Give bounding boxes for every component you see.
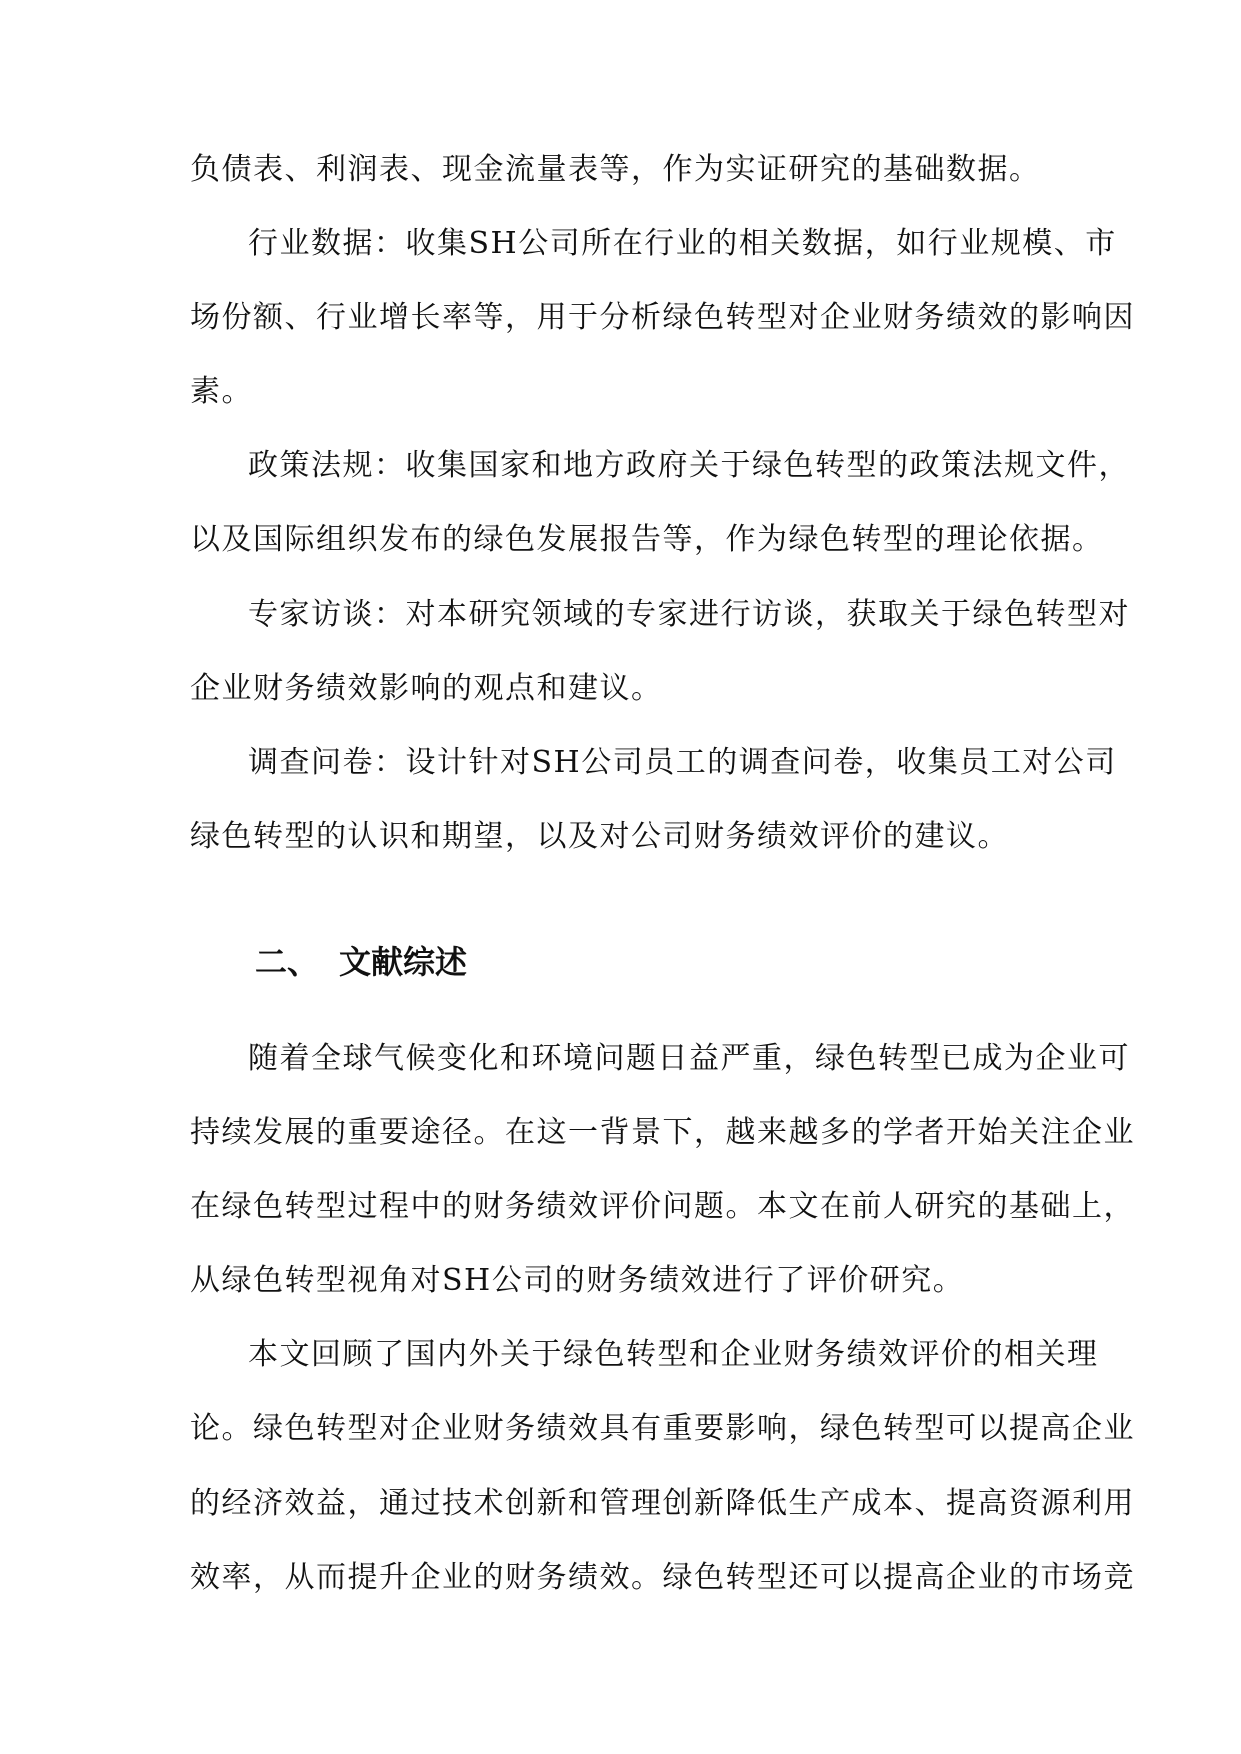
paragraph-line: 以及国际组织发布的绿色发展报告等，作为绿色转型的理论依据。: [190, 522, 1104, 557]
section-number: 二、: [255, 943, 320, 981]
paragraph-line: 专家访谈：对本研究领域的专家进行访谈，获取关于绿色转型对: [248, 597, 1130, 632]
paragraph-line: 本文回顾了国内外关于绿色转型和企业财务绩效评价的相关理: [248, 1337, 1099, 1372]
paragraph-line: 调查问卷：设计针对SH公司员工的调查问卷，收集员工对公司: [248, 745, 1117, 780]
paragraph-line: 从绿色转型视角对SH公司的财务绩效进行了评价研究。: [190, 1263, 965, 1298]
paragraph-line: 政策法规：收集国家和地方政府关于绿色转型的政策法规文件，: [248, 448, 1130, 483]
section-title: 文献综述: [339, 943, 468, 981]
paragraph-line: 行业数据：收集SH公司所在行业的相关数据，如行业规模、市: [248, 226, 1117, 261]
paragraph-line: 素。: [190, 374, 253, 409]
paragraph-line: 在绿色转型过程中的财务绩效评价问题。本文在前人研究的基础上，: [190, 1189, 1135, 1224]
paragraph-line: 效率，从而提升企业的财务绩效。绿色转型还可以提高企业的市场竞: [190, 1560, 1135, 1595]
paragraph-line: 随着全球气候变化和环境问题日益严重，绿色转型已成为企业可: [248, 1041, 1130, 1076]
section-heading: [255, 940, 467, 984]
paragraph-line: 企业财务绩效影响的观点和建议。: [190, 671, 663, 706]
paragraph-line: 论。绿色转型对企业财务绩效具有重要影响，绿色转型可以提高企业: [190, 1411, 1135, 1446]
paragraph-line: 负债表、利润表、现金流量表等，作为实证研究的基础数据。: [190, 152, 1041, 187]
paragraph-line: 的经济效益，通过技术创新和管理创新降低生产成本、提高资源利用: [190, 1486, 1135, 1521]
paragraph-line: 场份额、行业增长率等，用于分析绿色转型对企业财务绩效的影响因: [190, 300, 1135, 335]
paragraph-line: 绿色转型的认识和期望，以及对公司财务绩效评价的建议。: [190, 819, 1009, 854]
paragraph-line: 持续发展的重要途径。在这一背景下，越来越多的学者开始关注企业: [190, 1115, 1135, 1150]
